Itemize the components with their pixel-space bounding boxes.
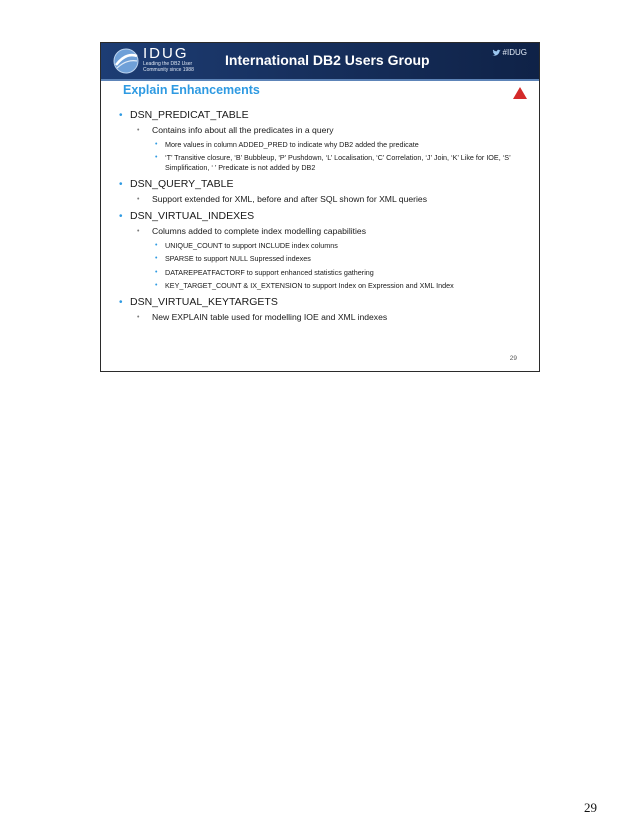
bullet-icon: • — [155, 268, 158, 276]
bullet-level2 — [137, 226, 527, 237]
bullet-icon: • — [155, 241, 158, 249]
slide-number: 29 — [509, 355, 517, 362]
bullet-icon: • — [137, 196, 140, 203]
bullet-level3 — [155, 268, 527, 278]
bullet-icon: • — [119, 110, 123, 121]
bullet-text: More values in column ADDED_PRED to indicate why DB2 added the predicate — [165, 139, 419, 149]
slide — [100, 42, 540, 372]
bullet-icon: • — [119, 297, 123, 308]
bullet-text: Support extended for XML, before and after SQL shown for XML queries — [152, 194, 427, 204]
header-banner — [101, 43, 539, 81]
bullet-icon: • — [155, 282, 158, 289]
twitter-bird-icon — [492, 49, 501, 57]
page-number: 29 — [584, 800, 597, 815]
bullet-text: KEY_TARGET_COUNT & IX_EXTENSION to support Index on Expression and XML Index — [165, 281, 454, 290]
bullet-text: DSN_VIRTUAL_INDEXES — [130, 210, 255, 222]
bullet-icon: • — [155, 255, 158, 262]
bullet-text: DSN_PREDICAT_TABLE — [130, 109, 249, 121]
bullet-text: SPARSE to support NULL Supressed indexes — [165, 254, 311, 263]
banner-title: International DB2 Users Group — [225, 52, 430, 68]
bullet-icon: • — [137, 314, 140, 321]
bullet-level1 — [119, 178, 527, 191]
slide-title: Explain Enhancements — [123, 83, 260, 97]
bullet-text: UNIQUE_COUNT to support INCLUDE index columns — [165, 240, 338, 250]
bullet-level3 — [155, 254, 527, 264]
bullet-icon: • — [155, 154, 158, 161]
bullet-text: DATAREPEATFACTORF to support enhanced statistics gathering — [165, 267, 374, 277]
bullet-text: ‘T’ Transitive closure, ‘B’ Bubbleup, ‘P’ Pushdown, ‘L’ Localisation, ‘C’ Correlation, ‘J’ Join, ‘K’ Like for IOE, ‘S’ Simplification, ‘ ’ Predicate is not added by DB2 — [165, 153, 511, 172]
bullet-text: Columns added to complete index modelling capabilities — [152, 226, 367, 236]
bullet-icon: • — [137, 127, 140, 134]
bullet-level2 — [137, 194, 527, 205]
bullet-text: DSN_QUERY_TABLE — [130, 178, 234, 190]
bullet-level3 — [155, 241, 527, 251]
bullet-level3 — [155, 153, 527, 173]
logo-wordmark: IDUG — [143, 45, 189, 62]
bullet-level2 — [137, 312, 527, 323]
bullet-icon: • — [119, 211, 123, 222]
bullet-level3 — [155, 140, 527, 150]
idug-globe-icon — [113, 48, 139, 74]
bullet-text: Contains info about all the predicates in a query — [152, 125, 334, 135]
bullet-text: New EXPLAIN table used for modelling IOE and XML indexes — [152, 312, 388, 322]
bullet-text: DSN_VIRTUAL_KEYTARGETS — [130, 296, 278, 308]
hashtag — [492, 48, 527, 57]
bullet-icon: • — [155, 140, 158, 148]
bullet-icon: • — [137, 228, 140, 235]
bullet-level1 — [119, 109, 527, 122]
logo-tagline: Leading the DB2 User Community since 1988 — [143, 61, 194, 73]
bullet-level3 — [155, 281, 527, 291]
bullet-icon: • — [119, 179, 123, 190]
bullet-list — [119, 109, 527, 323]
bullet-level1 — [119, 296, 527, 309]
hashtag-text: #IDUG — [502, 48, 527, 57]
bullet-level2 — [137, 125, 527, 136]
bullet-level1 — [119, 210, 527, 223]
warning-triangle-icon — [513, 87, 527, 99]
